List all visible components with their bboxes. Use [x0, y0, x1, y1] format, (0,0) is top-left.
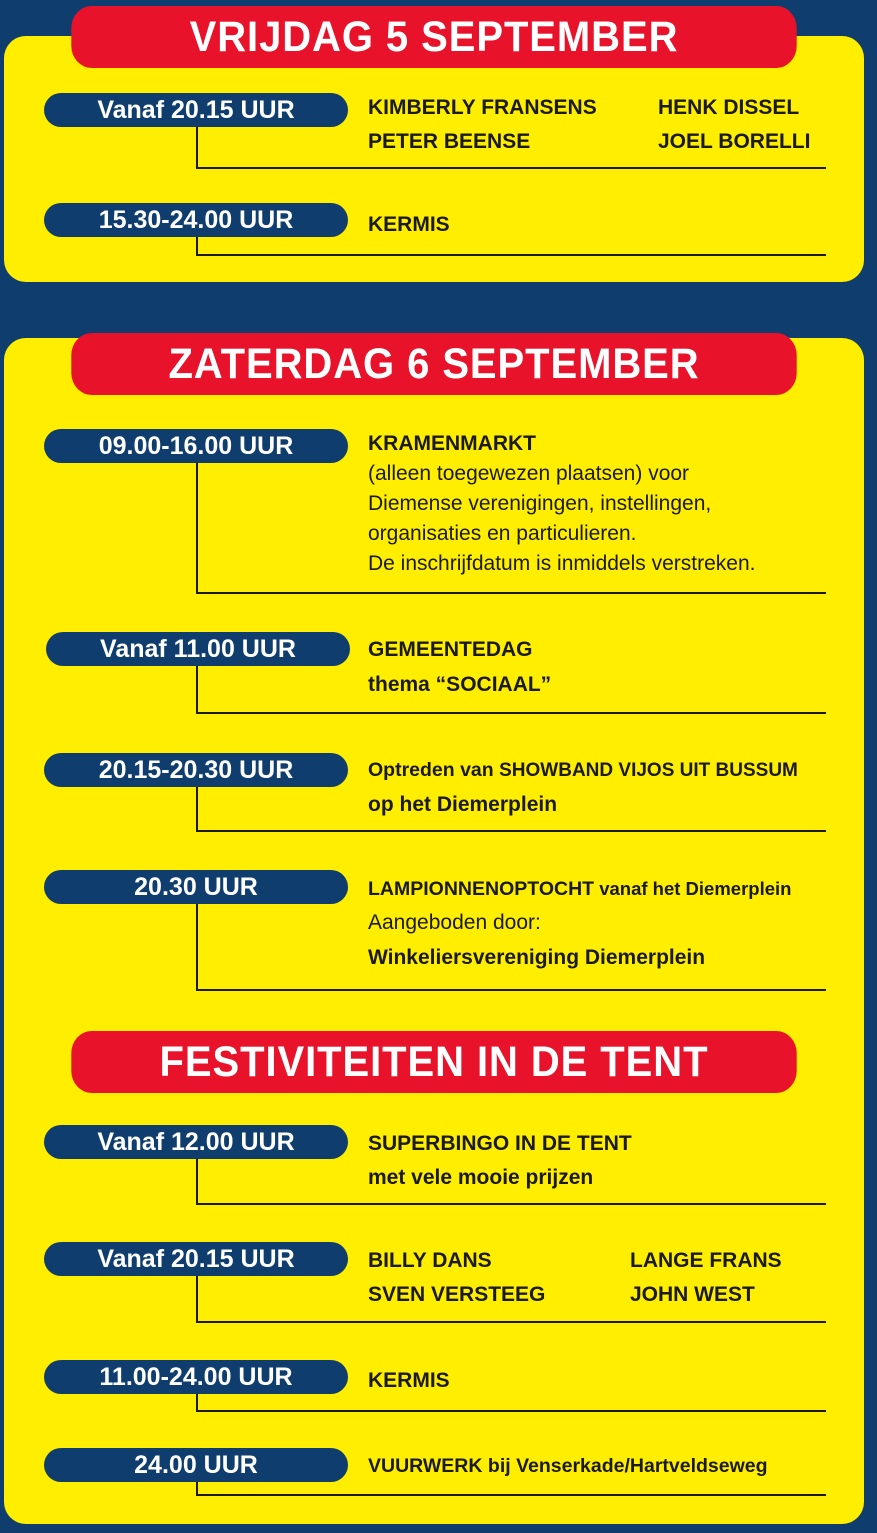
artist-name: BILLY DANS — [368, 1249, 492, 1272]
time-pill: Vanaf 11.00 UUR — [46, 632, 350, 666]
event-label: KERMIS — [368, 1369, 450, 1392]
event-title-main: LAMPIONNENOPTOCHT — [368, 878, 595, 900]
divider-horizontal — [196, 167, 826, 169]
artist-name: SVEN VERSTEEG — [368, 1283, 546, 1306]
time-pill: 20.30 UUR — [44, 870, 348, 904]
divider-horizontal — [196, 592, 826, 594]
event-title-prefix: Optreden van — [368, 759, 500, 781]
event-description: Diemense verenigingen, instellingen, — [368, 492, 712, 515]
time-pill: Vanaf 20.15 UUR — [44, 1242, 348, 1276]
event-description: (alleen toegewezen plaatsen) voor — [368, 462, 690, 485]
time-pill: Vanaf 12.00 UUR — [44, 1125, 348, 1159]
divider-vertical — [196, 1159, 198, 1205]
event-title: KRAMENMARKT — [368, 432, 536, 455]
divider-horizontal — [196, 254, 826, 256]
divider-horizontal — [196, 830, 826, 832]
divider-horizontal — [196, 712, 826, 714]
event-title: SUPERBINGO IN DE TENT — [368, 1132, 632, 1155]
artist-name: JOHN WEST — [630, 1283, 755, 1306]
divider-horizontal — [196, 1494, 826, 1496]
event-title — [368, 873, 791, 905]
artist-name: KIMBERLY FRANSENS — [368, 96, 597, 119]
time-pill: 20.15-20.30 UUR — [44, 753, 348, 787]
friday-title: VRIJDAG 5 SEPTEMBER — [71, 6, 796, 68]
event-title-location: bij Venserkade/Hartveldseweg — [482, 1455, 768, 1477]
tent-title: FESTIVITEITEN IN DE TENT — [71, 1031, 796, 1093]
divider-horizontal — [196, 989, 826, 991]
event-title: GEMEENTEDAG — [368, 638, 533, 661]
event-title-location: vanaf het Diemerplein — [594, 878, 792, 899]
time-pill: Vanaf 20.15 UUR — [44, 93, 348, 127]
time-pill: 09.00-16.00 UUR — [44, 429, 348, 463]
event-label: KERMIS — [368, 213, 450, 236]
artist-name: HENK DISSEL — [658, 96, 800, 119]
event-subtitle: thema “SOCIAAL” — [368, 673, 552, 696]
divider-vertical — [196, 787, 198, 832]
divider-vertical — [196, 463, 198, 594]
event-title — [368, 755, 798, 786]
event-title-main: VUURWERK — [368, 1455, 483, 1477]
event-sponsor: Winkeliersvereniging Diemerplein — [368, 946, 706, 969]
divider-vertical — [196, 666, 198, 714]
saturday-title: ZATERDAG 6 SEPTEMBER — [71, 333, 796, 395]
event-title-band: SHOWBAND VIJOS UIT BUSSUM — [499, 760, 798, 781]
time-pill: 15.30-24.00 UUR — [44, 203, 348, 237]
time-pill: 24.00 UUR — [44, 1448, 348, 1482]
time-pill: 11.00-24.00 UUR — [44, 1360, 348, 1394]
divider-vertical — [196, 127, 198, 169]
divider-horizontal — [196, 1321, 826, 1323]
event-description: Aangeboden door: — [368, 911, 541, 934]
event-subtitle: met vele mooie prijzen — [368, 1166, 594, 1189]
divider-horizontal — [196, 1410, 826, 1412]
artist-name: JOEL BORELLI — [658, 130, 811, 153]
artist-name: PETER BEENSE — [368, 130, 531, 153]
event-title — [368, 1451, 768, 1482]
divider-vertical — [196, 904, 198, 991]
divider-vertical — [196, 1276, 198, 1323]
event-description: De inschrijfdatum is inmiddels verstreken. — [368, 552, 756, 575]
divider-horizontal — [196, 1203, 826, 1205]
friday-panel — [4, 36, 864, 282]
event-description: organisaties en particulieren. — [368, 522, 637, 545]
artist-name: LANGE FRANS — [630, 1249, 782, 1272]
event-subtitle: op het Diemerplein — [368, 793, 558, 816]
